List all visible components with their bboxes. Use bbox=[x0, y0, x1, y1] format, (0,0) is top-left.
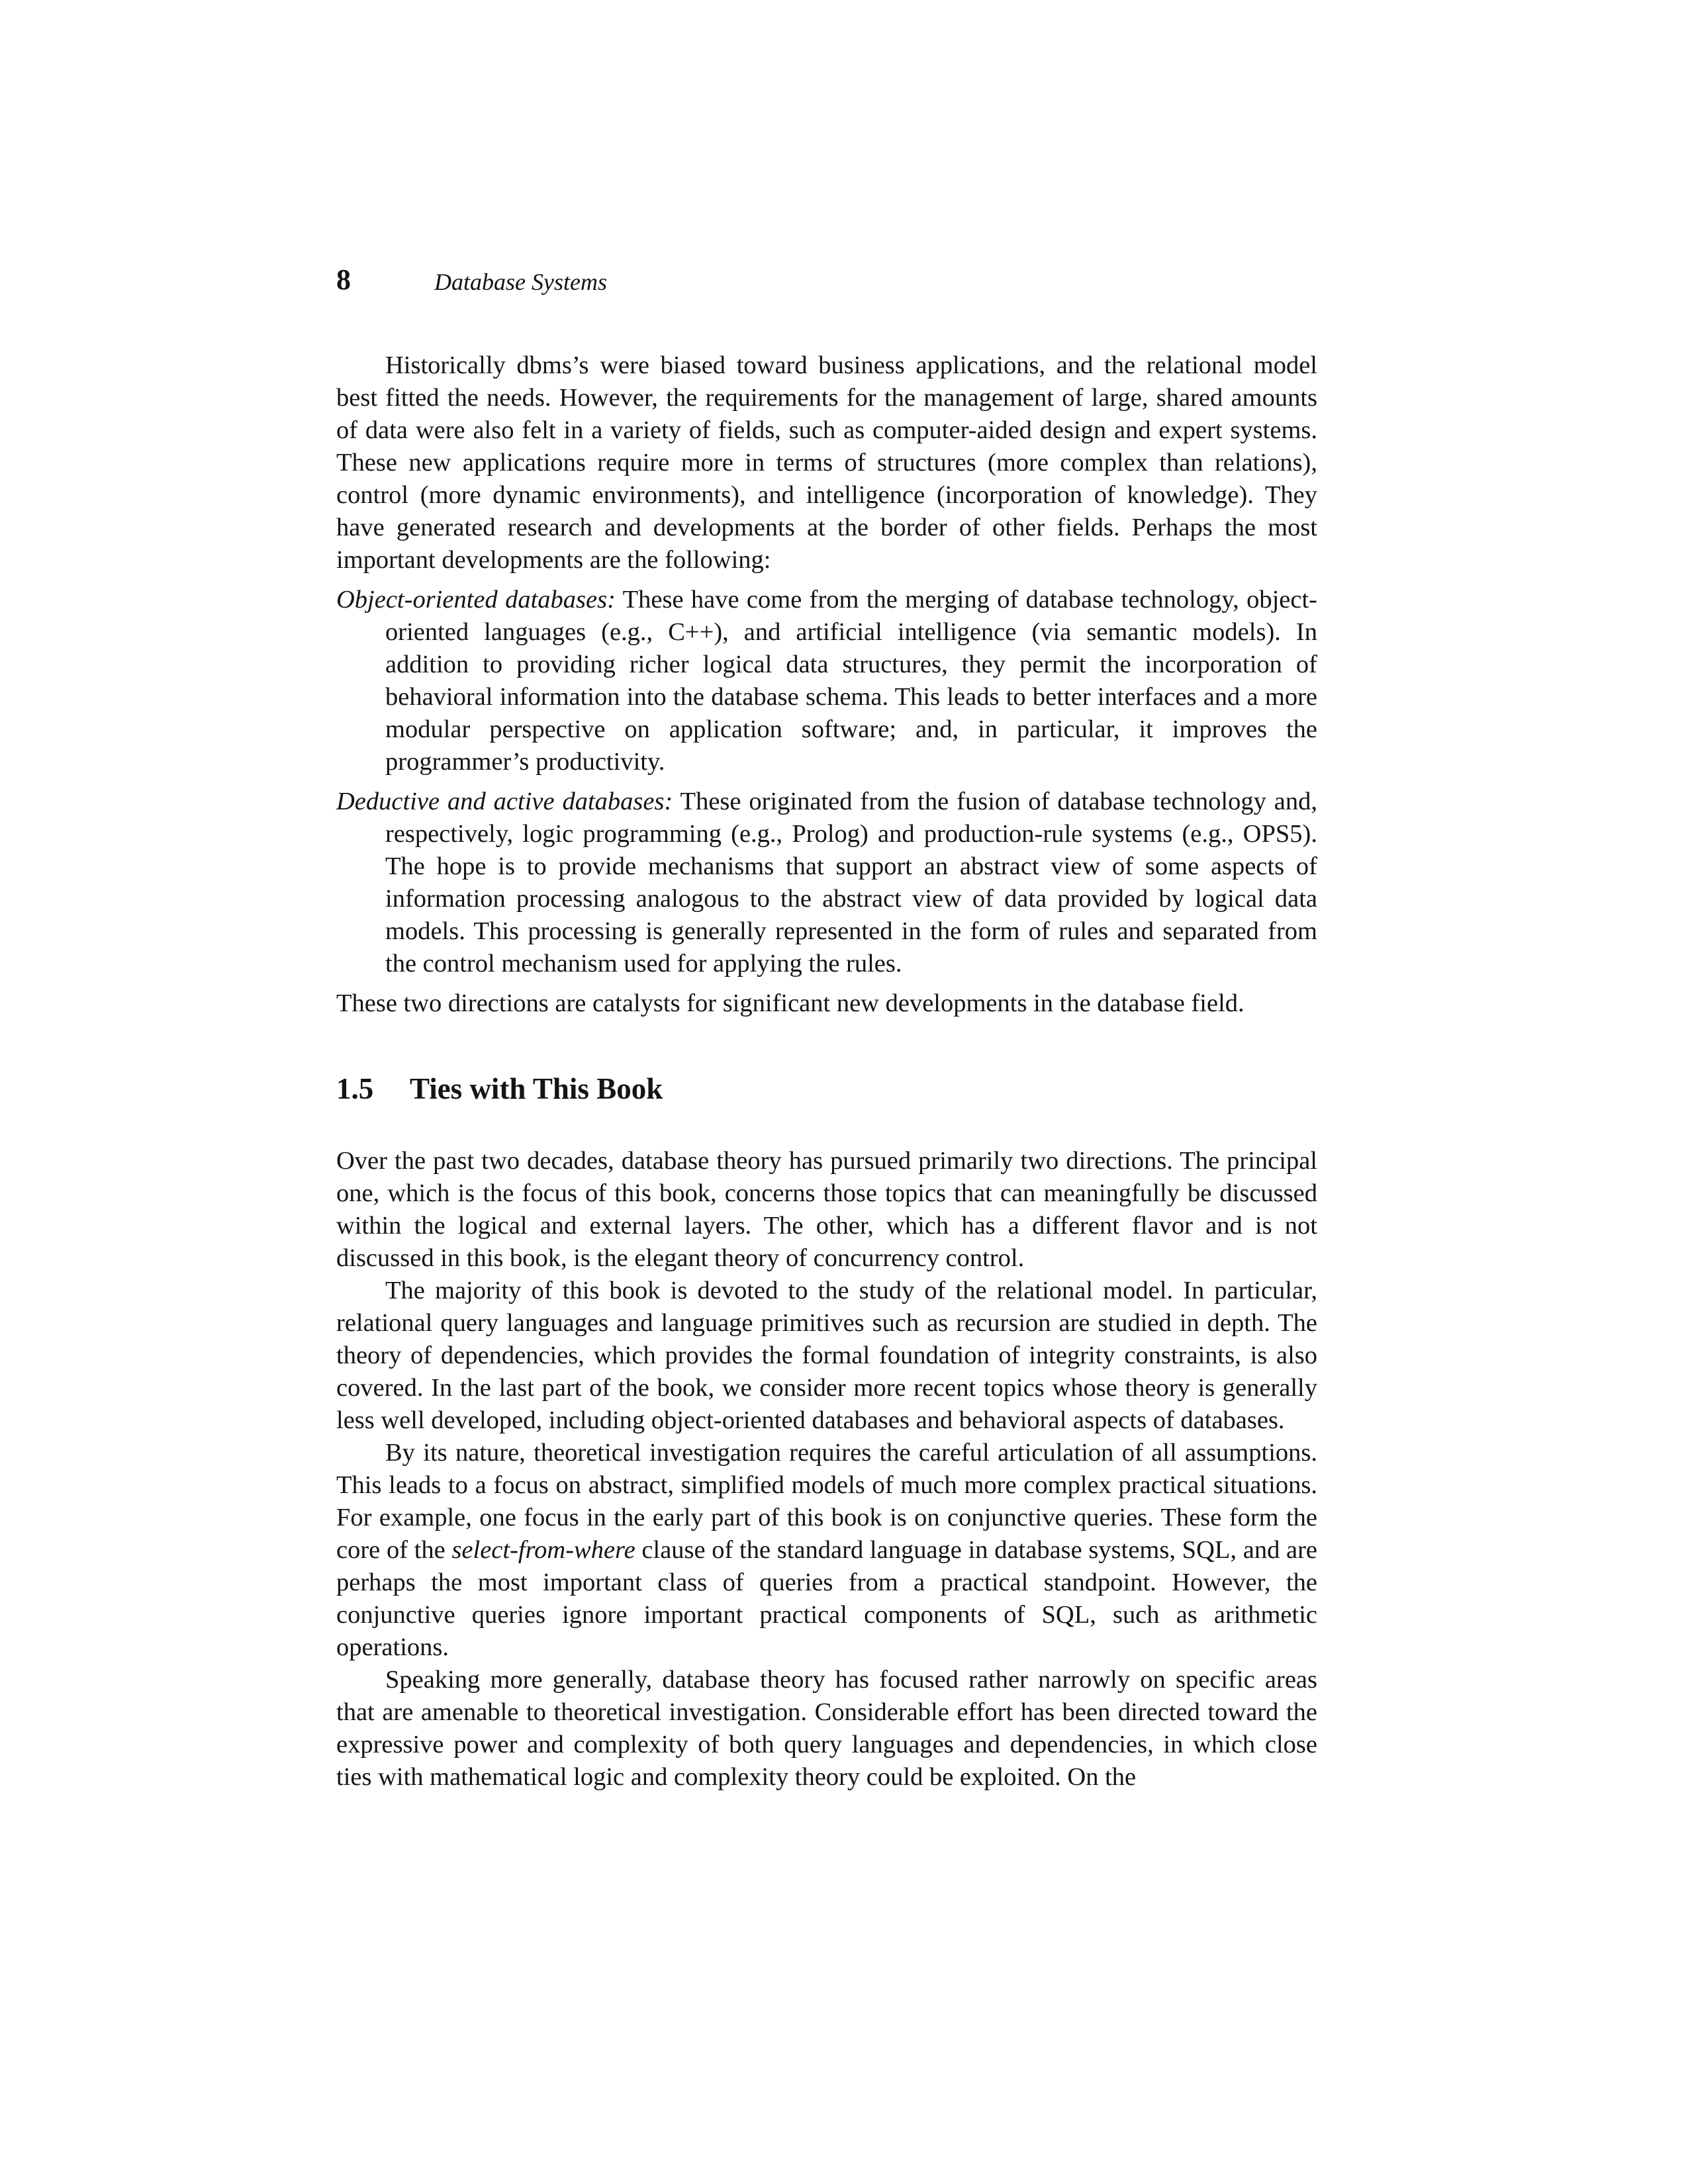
section-paragraph bbox=[336, 1437, 1317, 1664]
emphasized-term: select-from-where bbox=[451, 1536, 635, 1564]
section-paragraph: The majority of this book is devoted to the study of the relational model. In particular, relational query languages and language primitives such as recursion are studied in depth. The theory of dependencies, which provides the formal foundation of integrity constraints, is also covered. In the last part of the book, we consider more recent topics whose theory is generally less well developed, including object-oriented databases and behavioral aspects of databases. bbox=[336, 1277, 1317, 1434]
page-number: 8 bbox=[336, 263, 351, 296]
list-term: Deductive and active databases: bbox=[336, 788, 673, 815]
list-text: These have come from the merging of database technology, object-oriented languages (e.g., C++), and artificial intelligence (via semantic models). In addition to providing richer logical data structures, they permit the incorporation of behavioral information into the database schema. This leads to better interfaces and a more modular perspective on application software; and, in particular, it improves the programmer’s productivity. bbox=[385, 586, 1317, 776]
intro-paragraph: Historically dbms’s were biased toward business applications, and the relational model best fitted the needs. However, the requirements for the management of large, shared amounts of data were also felt in a variety of fields, such as computer-aided design and expert systems. These new applications require more in terms of structures (more complex than relations), control (more dynamic environments), and intelligence (incorporation of knowledge). They have generated research and developments at the border of other fields. Perhaps the most important developments are the following: bbox=[336, 351, 1317, 574]
section-title: Ties with This Book bbox=[410, 1072, 663, 1105]
section-paragraph: Speaking more generally, database theory has focused rather narrowly on specific areas that are amenable to theoretical investigation. Considerable effort has been directed toward the expressive power and complexity of both query languages and dependencies, in which close ties with mathematical logic and complexity theory could be exploited. On the bbox=[336, 1666, 1317, 1791]
paragraph-text: clause of the standard language in database systems, SQL, and are perhaps the most important class of queries from a practical standpoint. However, the conjunctive queries ignore important practical components of SQL, such as arithmetic operations. bbox=[336, 1536, 1318, 1661]
list-term: Object-oriented databases: bbox=[336, 586, 616, 614]
running-title: Database Systems bbox=[434, 269, 607, 295]
section-paragraph: Over the past two decades, database theory has pursued primarily two directions. The principal one, which is the focus of this book, concerns those topics that can meaningfully be discussed within the logical and external layers. The other, which has a different flavor and is not discussed in this book, is the elegant theory of concurrency control. bbox=[336, 1147, 1317, 1272]
list-item-deductive-active bbox=[336, 786, 1317, 980]
body-text bbox=[336, 349, 1317, 1794]
section-heading bbox=[336, 1070, 1317, 1107]
section-number: 1.5 bbox=[336, 1072, 374, 1105]
list-item-object-oriented bbox=[336, 584, 1317, 778]
paragraph-text: By its nature, theoretical investigation requires the careful articulation of all assumptions. This leads to a focus on abstract, simplified models of much more complex practical situations. For example, one focus in the early part of this book is on conjunctive queries. These form the core of the bbox=[336, 1439, 1317, 1564]
running-head bbox=[336, 263, 1329, 303]
closing-paragraph: These two directions are catalysts for significant new developments in the database field. bbox=[336, 989, 1244, 1017]
list-text: These originated from the fusion of database technology and, respectively, logic programming (e.g., Prolog) and production-rule systems (e.g., OPS5). The hope is to provide mechanisms that support an abstract view of some aspects of information processing analogous to the abstract view of data provided by logical data models. This processing is generally represented in the form of rules and separated from the control mechanism used for applying the rules. bbox=[385, 788, 1317, 978]
